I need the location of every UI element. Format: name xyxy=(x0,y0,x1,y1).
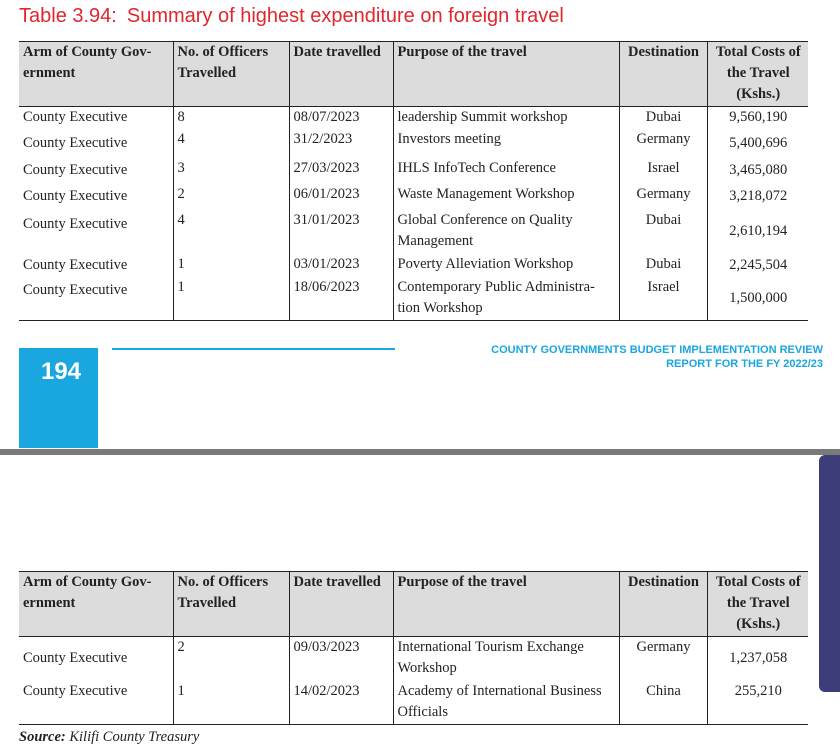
cell-purpose: Contemporary Public Administra- tion Workshop xyxy=(393,277,619,321)
cell-arm: County Executive xyxy=(23,682,128,699)
report-title-line2: REPORT FOR THE FY 2022/23 xyxy=(666,358,823,370)
table-header-row xyxy=(19,42,808,107)
cell-date: 09/03/2023 xyxy=(289,637,393,681)
cell-officers: 3 xyxy=(173,158,289,184)
expenditure-table-part2 xyxy=(19,571,808,725)
cell-purpose: Poverty Alleviation Workshop xyxy=(393,254,619,277)
header-arm: Arm of County Gov- ernment xyxy=(19,42,173,107)
header-date: Date travelled xyxy=(289,42,393,107)
source-text: Kilifi County Treasury xyxy=(69,729,200,745)
cell-cost: 1,500,000 xyxy=(707,277,808,321)
header-destination: Destination xyxy=(619,572,707,637)
table-row xyxy=(19,277,808,321)
cell-date: 27/03/2023 xyxy=(289,158,393,184)
table-row xyxy=(19,637,808,681)
report-title xyxy=(491,343,823,371)
header-officers: No. of Officers Travelled xyxy=(173,42,289,107)
cell-arm: County Executive xyxy=(23,109,128,125)
cell-date: 18/06/2023 xyxy=(289,277,393,321)
header-destination: Destination xyxy=(619,42,707,107)
cell-cost: 3,218,072 xyxy=(707,184,808,210)
cell-purpose: Academy of International Business Officials xyxy=(393,681,619,725)
cell-destination: Dubai xyxy=(619,107,707,129)
cell-cost: 5,400,696 xyxy=(707,129,808,158)
cell-purpose: Investors meeting xyxy=(393,129,619,158)
cell-officers: 4 xyxy=(173,129,289,158)
cell-destination: Dubai xyxy=(619,254,707,277)
cell-purpose: IHLS InfoTech Conference xyxy=(393,158,619,184)
cell-destination: Israel xyxy=(619,158,707,184)
report-title-line1: COUNTY GOVERNMENTS BUDGET IMPLEMENTATION REVIEW xyxy=(491,344,823,356)
cell-destination: Germany xyxy=(619,129,707,158)
cell-cost: 2,610,194 xyxy=(707,210,808,254)
source-note xyxy=(19,729,199,746)
table-row xyxy=(19,210,808,254)
cell-cost: 255,210 xyxy=(707,681,808,725)
table-header-row xyxy=(19,572,808,637)
cell-date: 06/01/2023 xyxy=(289,184,393,210)
page-number: 194 xyxy=(40,358,82,385)
header-cost: Total Costs of the Travel (Kshs.) xyxy=(707,42,808,107)
table-row xyxy=(19,254,808,277)
header-cost: Total Costs of the Travel (Kshs.) xyxy=(707,572,808,637)
cell-cost: 1,237,058 xyxy=(707,637,808,681)
cell-date: 03/01/2023 xyxy=(289,254,393,277)
cell-officers: 2 xyxy=(173,637,289,681)
table-row xyxy=(19,107,808,129)
header-purpose: Purpose of the travel xyxy=(393,572,619,637)
header-purpose: Purpose of the travel xyxy=(393,42,619,107)
cell-purpose: Global Conference on Quality Management xyxy=(393,210,619,254)
cell-cost: 3,465,080 xyxy=(707,158,808,184)
cell-arm: County Executive xyxy=(23,162,128,178)
source-label: Source: xyxy=(19,729,66,745)
cell-arm: County Executive xyxy=(23,215,128,232)
cell-cost: 9,560,190 xyxy=(707,107,808,129)
header-arm: Arm of County Gov- ernment xyxy=(19,572,173,637)
table-title: Summary of highest expenditure on foreign travel xyxy=(126,5,564,27)
cell-purpose: International Tourism Exchange Workshop xyxy=(393,637,619,681)
page-separator xyxy=(0,449,840,455)
cell-arm: County Executive xyxy=(23,281,128,298)
cell-officers: 4 xyxy=(173,210,289,254)
table-row xyxy=(19,158,808,184)
cell-destination: Germany xyxy=(619,184,707,210)
cell-officers: 2 xyxy=(173,184,289,210)
cell-arm: County Executive xyxy=(23,650,128,667)
cell-destination: Israel xyxy=(619,277,707,321)
cell-officers: 1 xyxy=(173,254,289,277)
cell-destination: Germany xyxy=(619,637,707,681)
cell-arm: County Executive xyxy=(23,256,128,273)
cell-destination: Dubai xyxy=(619,210,707,254)
table-row xyxy=(19,681,808,725)
footer-rule xyxy=(112,348,395,350)
table-row xyxy=(19,129,808,158)
table-row xyxy=(19,184,808,210)
cell-cost: 2,245,504 xyxy=(707,254,808,277)
header-date: Date travelled xyxy=(289,572,393,637)
header-officers: No. of Officers Travelled xyxy=(173,572,289,637)
cell-date: 14/02/2023 xyxy=(289,681,393,725)
cell-purpose: Waste Management Workshop xyxy=(393,184,619,210)
cell-date: 31/01/2023 xyxy=(289,210,393,254)
cell-officers: 1 xyxy=(173,681,289,725)
table-number: Table 3.94: xyxy=(19,5,117,27)
expenditure-table-part1 xyxy=(19,41,808,321)
cell-officers: 1 xyxy=(173,277,289,321)
cell-arm: County Executive xyxy=(23,188,128,204)
cell-officers: 8 xyxy=(173,107,289,129)
side-tab[interactable] xyxy=(819,455,840,692)
cell-date: 08/07/2023 xyxy=(289,107,393,129)
table-caption xyxy=(19,5,564,28)
cell-destination: China xyxy=(619,681,707,725)
cell-date: 31/2/2023 xyxy=(289,129,393,158)
cell-purpose: leadership Summit workshop xyxy=(393,107,619,129)
cell-arm: County Executive xyxy=(23,134,128,151)
